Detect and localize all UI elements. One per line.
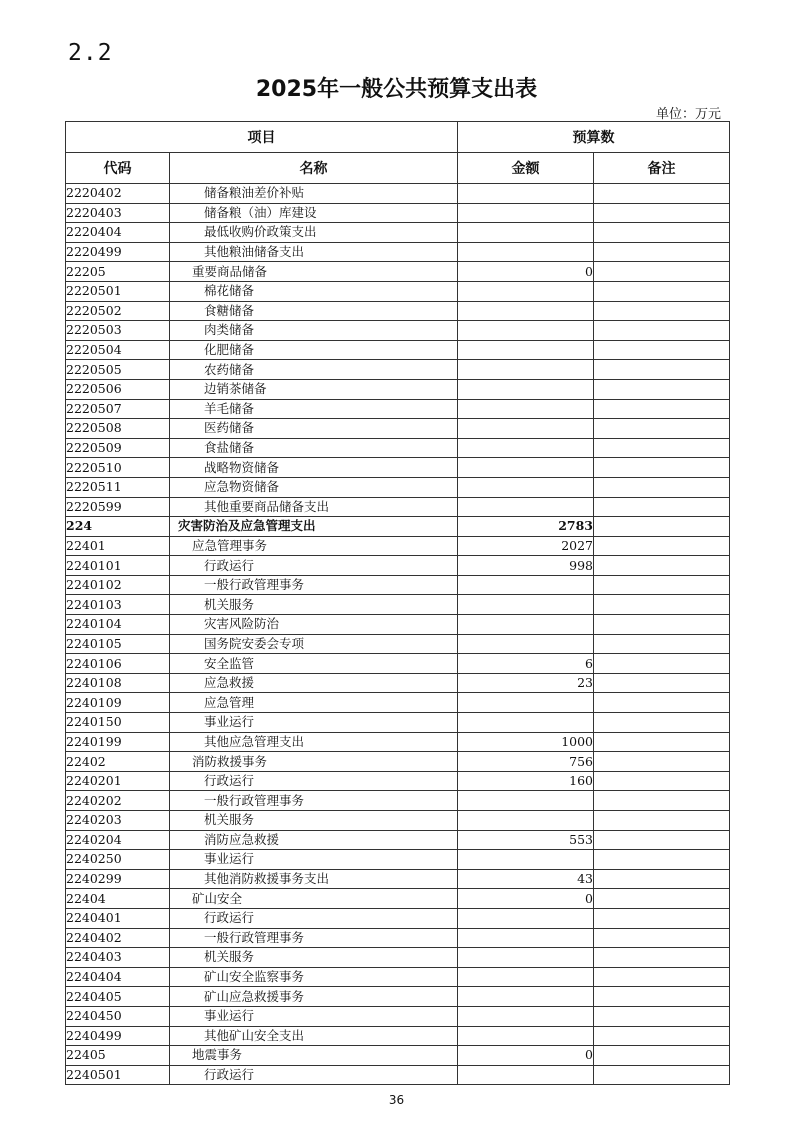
row-code: 2220510 <box>66 458 170 478</box>
row-code: 2240103 <box>66 595 170 615</box>
row-name: 战略物资储备 <box>170 458 458 478</box>
table-row <box>66 399 730 419</box>
row-remark <box>594 830 730 850</box>
row-name: 行政运行 <box>170 1065 458 1085</box>
row-name: 重要商品储备 <box>170 262 458 282</box>
row-amount <box>458 575 594 595</box>
table-row <box>66 811 730 831</box>
row-code: 2240106 <box>66 654 170 674</box>
table-row <box>66 184 730 204</box>
row-remark <box>594 908 730 928</box>
row-name: 地震事务 <box>170 1046 458 1066</box>
row-code: 2220502 <box>66 301 170 321</box>
row-amount <box>458 791 594 811</box>
row-remark <box>594 752 730 772</box>
row-name: 应急物资储备 <box>170 477 458 497</box>
row-amount <box>458 634 594 654</box>
row-name: 安全监管 <box>170 654 458 674</box>
row-code: 2220509 <box>66 438 170 458</box>
row-remark <box>594 379 730 399</box>
table-row <box>66 752 730 772</box>
header-amount: 金额 <box>458 153 594 184</box>
row-amount: 43 <box>458 869 594 889</box>
row-name: 应急管理事务 <box>170 536 458 556</box>
table-row <box>66 1046 730 1066</box>
row-code: 22401 <box>66 536 170 556</box>
row-remark <box>594 1006 730 1026</box>
row-name: 机关服务 <box>170 948 458 968</box>
row-remark <box>594 850 730 870</box>
table-row <box>66 340 730 360</box>
table-row <box>66 654 730 674</box>
row-amount <box>458 360 594 380</box>
row-code: 2240402 <box>66 928 170 948</box>
row-amount <box>458 399 594 419</box>
row-remark <box>594 732 730 752</box>
row-remark <box>594 889 730 909</box>
table-row <box>66 1065 730 1085</box>
row-amount <box>458 811 594 831</box>
table-row <box>66 321 730 341</box>
header-row-group <box>66 122 730 153</box>
row-remark <box>594 634 730 654</box>
row-code: 2220404 <box>66 223 170 243</box>
row-amount: 160 <box>458 771 594 791</box>
table-row <box>66 673 730 693</box>
row-code: 22404 <box>66 889 170 909</box>
row-remark <box>594 654 730 674</box>
table-row <box>66 830 730 850</box>
row-remark <box>594 1046 730 1066</box>
row-name: 医药储备 <box>170 419 458 439</box>
row-code: 2240403 <box>66 948 170 968</box>
row-amount <box>458 281 594 301</box>
table-row <box>66 850 730 870</box>
row-amount <box>458 595 594 615</box>
row-name: 行政运行 <box>170 908 458 928</box>
row-name: 食盐储备 <box>170 438 458 458</box>
row-amount: 2027 <box>458 536 594 556</box>
row-remark <box>594 184 730 204</box>
row-code: 2240499 <box>66 1026 170 1046</box>
row-amount <box>458 713 594 733</box>
row-remark <box>594 477 730 497</box>
row-amount <box>458 615 594 635</box>
row-remark <box>594 811 730 831</box>
row-remark <box>594 242 730 262</box>
row-name: 其他消防救援事务支出 <box>170 869 458 889</box>
row-remark <box>594 693 730 713</box>
row-name: 储备粮油差价补贴 <box>170 184 458 204</box>
row-code: 2220511 <box>66 477 170 497</box>
row-code: 2240150 <box>66 713 170 733</box>
table-row <box>66 869 730 889</box>
row-amount <box>458 321 594 341</box>
row-name: 事业运行 <box>170 1006 458 1026</box>
table-row <box>66 634 730 654</box>
table-row <box>66 908 730 928</box>
row-name: 矿山安全监察事务 <box>170 967 458 987</box>
row-name: 事业运行 <box>170 850 458 870</box>
row-name: 其他粮油储备支出 <box>170 242 458 262</box>
row-name: 最低收购价政策支出 <box>170 223 458 243</box>
row-code: 2240108 <box>66 673 170 693</box>
row-amount: 0 <box>458 1046 594 1066</box>
table-row <box>66 419 730 439</box>
row-amount <box>458 693 594 713</box>
header-row-columns <box>66 153 730 184</box>
table-row <box>66 438 730 458</box>
row-code: 2220507 <box>66 399 170 419</box>
row-code: 2240405 <box>66 987 170 1007</box>
row-code: 2240203 <box>66 811 170 831</box>
row-remark <box>594 497 730 517</box>
table-row <box>66 987 730 1007</box>
row-name: 羊毛储备 <box>170 399 458 419</box>
row-code: 2220503 <box>66 321 170 341</box>
row-amount <box>458 1026 594 1046</box>
row-name: 应急救援 <box>170 673 458 693</box>
table-row <box>66 1006 730 1026</box>
table-row <box>66 615 730 635</box>
header-name: 名称 <box>170 153 458 184</box>
row-code: 2240105 <box>66 634 170 654</box>
row-amount <box>458 948 594 968</box>
row-code: 2220402 <box>66 184 170 204</box>
row-remark <box>594 928 730 948</box>
row-remark <box>594 595 730 615</box>
row-amount: 23 <box>458 673 594 693</box>
page-title: 2025年一般公共预算支出表 <box>255 77 538 102</box>
row-name: 矿山应急救援事务 <box>170 987 458 1007</box>
row-remark <box>594 967 730 987</box>
row-code: 224 <box>66 517 170 537</box>
header-item-group: 项目 <box>66 122 458 153</box>
row-name: 行政运行 <box>170 771 458 791</box>
table-row <box>66 477 730 497</box>
table-row <box>66 948 730 968</box>
table-row <box>66 458 730 478</box>
row-name: 边销茶储备 <box>170 379 458 399</box>
row-name: 储备粮（油）库建设 <box>170 203 458 223</box>
table-row <box>66 556 730 576</box>
table-row <box>66 1026 730 1046</box>
row-name: 化肥储备 <box>170 340 458 360</box>
row-amount: 0 <box>458 889 594 909</box>
row-amount <box>458 242 594 262</box>
row-amount: 998 <box>458 556 594 576</box>
row-name: 其他重要商品储备支出 <box>170 497 458 517</box>
row-remark <box>594 1065 730 1085</box>
row-code: 22205 <box>66 262 170 282</box>
row-remark <box>594 987 730 1007</box>
row-code: 2240202 <box>66 791 170 811</box>
table-row <box>66 536 730 556</box>
row-remark <box>594 458 730 478</box>
row-remark <box>594 673 730 693</box>
row-code: 22405 <box>66 1046 170 1066</box>
table-row <box>66 889 730 909</box>
row-amount <box>458 379 594 399</box>
row-name: 农药储备 <box>170 360 458 380</box>
row-remark <box>594 948 730 968</box>
table-row <box>66 262 730 282</box>
table-row <box>66 791 730 811</box>
row-amount: 0 <box>458 262 594 282</box>
row-remark <box>594 1026 730 1046</box>
table-row <box>66 497 730 517</box>
row-code: 2220508 <box>66 419 170 439</box>
row-code: 2240404 <box>66 967 170 987</box>
row-remark <box>594 419 730 439</box>
table-row <box>66 693 730 713</box>
row-name: 肉类储备 <box>170 321 458 341</box>
row-amount <box>458 967 594 987</box>
table-row <box>66 379 730 399</box>
row-amount <box>458 301 594 321</box>
row-remark <box>594 281 730 301</box>
row-name: 棉花储备 <box>170 281 458 301</box>
table-row <box>66 242 730 262</box>
row-remark <box>594 517 730 537</box>
row-amount <box>458 340 594 360</box>
row-name: 矿山安全 <box>170 889 458 909</box>
row-amount <box>458 928 594 948</box>
row-name: 一般行政管理事务 <box>170 791 458 811</box>
row-remark <box>594 301 730 321</box>
row-code: 2220505 <box>66 360 170 380</box>
row-amount <box>458 184 594 204</box>
row-amount <box>458 850 594 870</box>
row-amount: 553 <box>458 830 594 850</box>
row-remark <box>594 321 730 341</box>
row-code: 2240401 <box>66 908 170 928</box>
row-amount <box>458 987 594 1007</box>
row-code: 2240250 <box>66 850 170 870</box>
row-remark <box>594 262 730 282</box>
row-name: 其他应急管理支出 <box>170 732 458 752</box>
table-row <box>66 771 730 791</box>
row-name: 食糖储备 <box>170 301 458 321</box>
row-name: 应急管理 <box>170 693 458 713</box>
row-remark <box>594 615 730 635</box>
row-name: 消防救援事务 <box>170 752 458 772</box>
row-code: 2240199 <box>66 732 170 752</box>
row-amount <box>458 419 594 439</box>
row-code: 2240102 <box>66 575 170 595</box>
row-remark <box>594 713 730 733</box>
unit-label: 单位：万元 <box>655 107 721 122</box>
section-number: 2.2 <box>68 40 113 66</box>
row-amount <box>458 1006 594 1026</box>
row-code: 2220599 <box>66 497 170 517</box>
row-remark <box>594 223 730 243</box>
row-remark <box>594 771 730 791</box>
row-amount <box>458 497 594 517</box>
row-code: 2220504 <box>66 340 170 360</box>
row-name: 灾害风险防治 <box>170 615 458 635</box>
row-code: 2220403 <box>66 203 170 223</box>
row-name: 一般行政管理事务 <box>170 575 458 595</box>
row-name: 消防应急救援 <box>170 830 458 850</box>
row-remark <box>594 536 730 556</box>
row-name: 机关服务 <box>170 811 458 831</box>
row-amount: 1000 <box>458 732 594 752</box>
header-code: 代码 <box>66 153 170 184</box>
row-remark <box>594 360 730 380</box>
table-row <box>66 967 730 987</box>
row-amount <box>458 223 594 243</box>
row-name: 国务院安委会专项 <box>170 634 458 654</box>
row-remark <box>594 869 730 889</box>
table-body <box>66 184 730 1085</box>
table-row <box>66 203 730 223</box>
table-row <box>66 223 730 243</box>
row-name: 灾害防治及应急管理支出 <box>170 517 458 537</box>
row-code: 2240104 <box>66 615 170 635</box>
row-remark <box>594 575 730 595</box>
row-remark <box>594 340 730 360</box>
row-name: 一般行政管理事务 <box>170 928 458 948</box>
table-row <box>66 281 730 301</box>
row-remark <box>594 399 730 419</box>
row-code: 2240201 <box>66 771 170 791</box>
row-amount: 6 <box>458 654 594 674</box>
row-amount <box>458 908 594 928</box>
row-amount <box>458 438 594 458</box>
header-budget-group: 预算数 <box>458 122 730 153</box>
table-row <box>66 713 730 733</box>
row-code: 2240450 <box>66 1006 170 1026</box>
row-code: 2220499 <box>66 242 170 262</box>
row-amount <box>458 477 594 497</box>
row-name: 机关服务 <box>170 595 458 615</box>
row-remark <box>594 203 730 223</box>
row-code: 2240501 <box>66 1065 170 1085</box>
row-amount <box>458 458 594 478</box>
row-code: 2240299 <box>66 869 170 889</box>
header-remark: 备注 <box>594 153 730 184</box>
row-code: 2240109 <box>66 693 170 713</box>
row-code: 2240204 <box>66 830 170 850</box>
row-remark <box>594 438 730 458</box>
table-row <box>66 301 730 321</box>
row-name: 其他矿山安全支出 <box>170 1026 458 1046</box>
table-row <box>66 360 730 380</box>
row-amount <box>458 203 594 223</box>
row-name: 事业运行 <box>170 713 458 733</box>
row-remark <box>594 791 730 811</box>
row-name: 行政运行 <box>170 556 458 576</box>
table-row <box>66 732 730 752</box>
row-code: 2240101 <box>66 556 170 576</box>
page-number: 36 <box>388 1093 405 1107</box>
row-amount: 2783 <box>458 517 594 537</box>
row-code: 22402 <box>66 752 170 772</box>
table-row <box>66 517 730 537</box>
row-code: 2220506 <box>66 379 170 399</box>
row-amount <box>458 1065 594 1085</box>
row-remark <box>594 556 730 576</box>
table-row <box>66 595 730 615</box>
table-row <box>66 928 730 948</box>
row-code: 2220501 <box>66 281 170 301</box>
budget-table <box>65 121 730 1085</box>
row-amount: 756 <box>458 752 594 772</box>
table-row <box>66 575 730 595</box>
